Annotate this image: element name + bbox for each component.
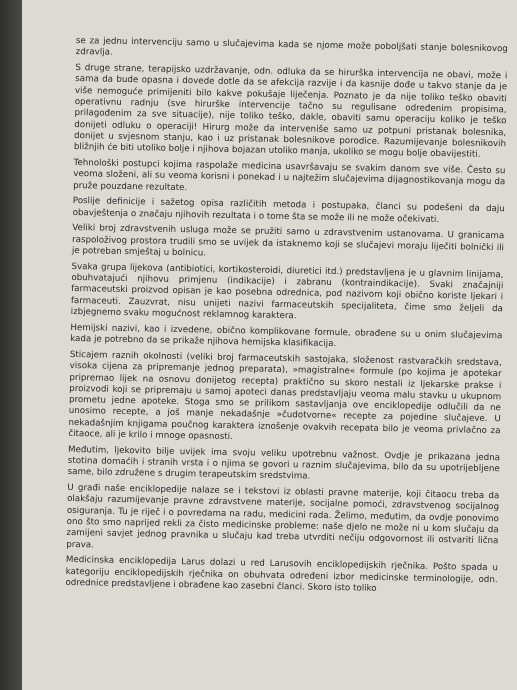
book-page xyxy=(22,0,517,690)
paragraph: Tehnološki postupci kojima raspolaže medicina usavršavaju se svakim danom sve više. Često su veoma složeni, ali su veoma korisni i ponekad i u najtežim slučajevima dijagnostikovanja mogu da pruže pouzdane rezultate. xyxy=(73,157,506,193)
paragraph: Svaka grupa lijekova (antibiotici, kortikosteroidi, diuretici itd.) predstavljena je u glavnim linijama, obuhvatajući njihovu primjenu (indikacije) i zabranu (kontraindikacije). Svaki značajniji farmaceutski proizvod opisan je kao posebna odrednica, pod nazivom koji obično koriste ljekari i farmaceuti. Zauzvrat, nisu unijeti nazivi farmaceutskih specijaliteta, čime smo željeli da izbjegnemo svaku mogućnost reklamnog karaktera. xyxy=(70,261,504,322)
paragraph: S druge strane, terapijsko uzdržavanje, odn. odluka da se hirurška intervencija ne obavi, može i sama da bude opasna i dovede dotle da se afekcija razvije i da kasnije dođe u takvo stanje da je više nemoguće primijeniti bilo kakve pokušaje liječenja. Poznato je da nije toliko teško obaviti operativnu radnju (sve hirurške intervencije tačno su regulisane određenim propisima, prilagođenim za sve situacije), nije toliko teško, dakle, obaviti samu operaciju koliko je teško donijeti odluku o operaciji! Hirurg može da interveniše samo uz potpuni pristanak bolesnika, donijet u svjesnom stanju, kao i uz pristanak bolesnikove porodice. Razumijevanje bolesnikovih bližnjih će biti utoliko bolje i njihova bojazan utoliko manja, ukoliko se mogu bolje obavijestiti. xyxy=(73,63,508,160)
paragraph: Međutim, ljekovito bilje uvijek ima svoju veliku upotrebnu važnost. Ovdje je prikazana jedna stotina domaćih i stranih vrsta i o njima se govori u raznim slučajevima, bilo da su upotrijebljene same, bilo združene s drugim terapeutskim sredstvima. xyxy=(67,444,501,482)
paragraph: se za jednu intervenciju samo u slučajevima kada se njome može poboljšati stanje bolesnikovog zdravlja. xyxy=(75,36,508,59)
paragraph: Medicinska enciklopedija Larus dolazi u red Larusovih enciklopedijskih rječnika. Pošto spada u kategoriju enciklopedijskih rječnika on obuhvata određeni izbor medicinske terminologije, odn. odrednice predstavljene i obrađene kao zasebni članci. Skoro isto toliko xyxy=(65,555,498,594)
paragraph: Sticajem raznih okolnosti (veliki broj farmaceutskih sastojaka, složenost rastvaračkih sredstava, visoka cijena za pripremanje jednog preparata), »magistralne« formule (po kojima je apotekar pripremao lijek na osnovu donijetog recepta) praktično su skoro nestali iz ljekarske prakse i proizvodi koji se pripremaju u samoj apoteci danas predstavljaju veoma malu stavku u ukupnom prometu jedne apoteke. Stoga smo se prilikom sastavljanja ove enciklopedije odlučili da ne unosimo recepte, a još manje nekadašnje »čudotvorne« recepte za pojedine slučajeve. U nekadašnjim knjigama poučnog karaktera iznošenje ovakvih recepata bilo je veoma privlačno za čitaoce, ali je krilo i mnoge opasnosti. xyxy=(68,349,502,443)
paragraph: Poslije definicije i sažetog opisa različitih metoda i postupaka, članci su podešeni da daju obavještenja o značaju njihovih rezultata i o tome šta se može ili ne može očekivati. xyxy=(72,196,505,225)
page-text xyxy=(65,36,508,602)
book-gutter xyxy=(0,0,22,690)
paragraph: Hemijski nazivi, kao i izvedene, obično komplikovane formule, obrađene su u onim slučajevima kada je potrebno da se prikaže njihova hemijska klasifikacija. xyxy=(70,322,503,350)
paragraph: U građi naše enciklopedije nalaze se i tekstovi iz oblasti pravne materije, koji čitaocu treba da olakšaju razumijevanje pravne zdravstvene materije, socijalne pomoći, zdravstvenog socijalnog osiguranja. Tu je riječ i o povredama na radu, medicini rada. Želimo, međutim, da ovdje ponovimo ono što smo naprijed rekli za čisto medicinske probleme: naše djelo ne može ni u kom slučaju da zamijeni savjet jednog pravnika u slučaju kad treba utvrditi nečiju odgovornost ili ostvariti lična prava. xyxy=(66,483,500,551)
paragraph: Veliki broj zdravstvenih usluga može se pružiti samo u zdravstvenim ustanovama. U granicama raspoloživog prostora trudili smo se uvijek da istaknemo koji se slučajevi moraju liječiti bolnički ili je potreban smještaj u bolnicu. xyxy=(71,223,505,259)
